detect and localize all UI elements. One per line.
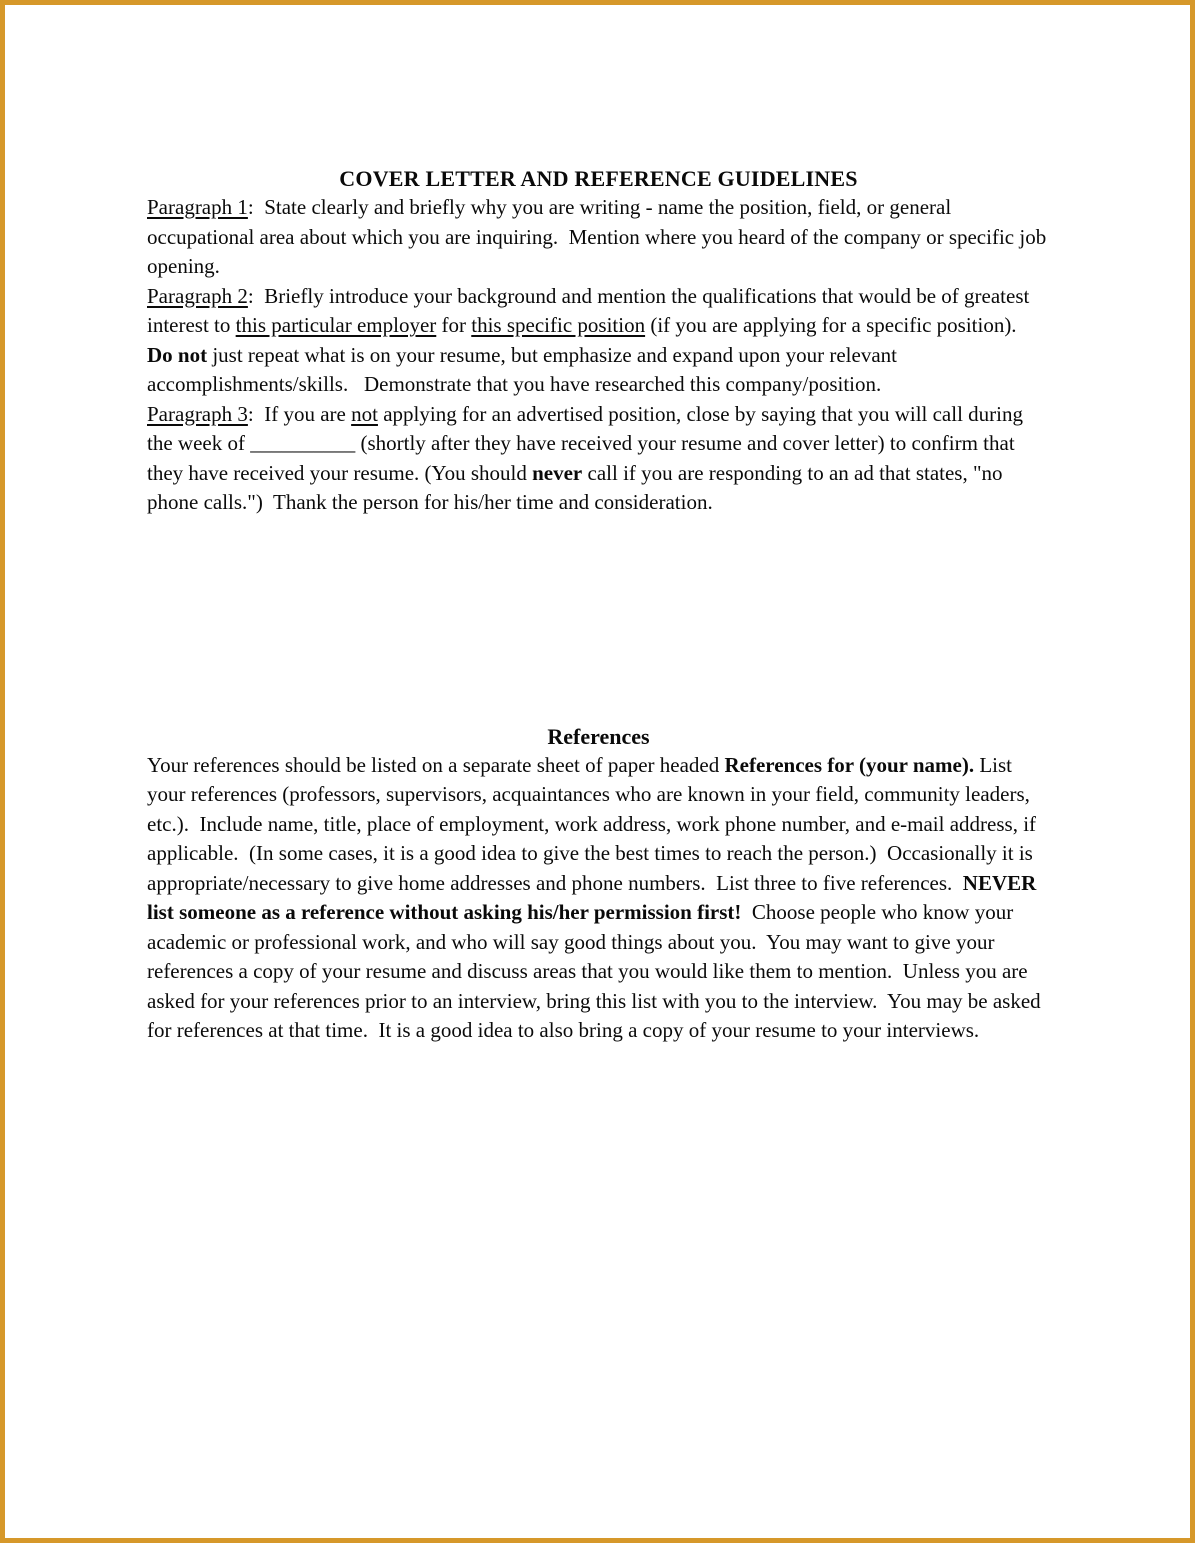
text-segment: : If you are xyxy=(247,401,352,426)
text-segment: Choose people who know your academic or professional work, and who will say good things about you. You may want to give your references a copy of your resume and discuss areas that you would like them to mention. Unless you are asked for your references prior to an interview, bring this list with you to the interview. You may be asked for references at that time. It is a good idea to also bring a copy of your resume to your interviews. xyxy=(147,900,1046,1042)
text-segment: List your references (professors, supervisors, acquaintances who are known in your field, community leaders, etc.). Include name, title, place of employment, work address, work phone number, and e-mail address, if applicable. (In some cases, it is a good idea to give the best times to reach the person.) Occasionally it is appropriate/necessary to give home addresses and phone numbers. List three to five references. xyxy=(147,752,1042,895)
text-segment: for xyxy=(436,313,472,337)
document-title: COVER LETTER AND REFERENCE GUIDELINES xyxy=(339,166,858,191)
text-segment: (if you are applying for a specific position). xyxy=(645,313,1028,337)
paragraph-2 xyxy=(147,282,1050,400)
text-segment: : Briefly introduce your background and mention the qualifications that would be of greatest interest to xyxy=(147,283,1035,337)
paragraph-1 xyxy=(147,193,1050,282)
text-segment: just repeat what is on your resume, but emphasize and expand upon your relevant accomplishments/skills. Demonstrate that you have researched this company/position. xyxy=(147,342,903,396)
text-segment: Paragraph 3 xyxy=(147,401,248,426)
references-heading: References xyxy=(547,723,650,749)
text-segment: Do not xyxy=(147,342,208,367)
document-content xyxy=(5,5,1190,1046)
text-segment: Your references should be listed on a separate sheet of paper headed xyxy=(147,752,725,777)
text-segment: this specific position xyxy=(471,313,646,337)
references-paragraph xyxy=(147,751,1050,1046)
text-segment: call if you are responding to an ad that states, "no phone calls.") Thank the person for his/her time and consideration. xyxy=(147,460,1008,514)
text-segment: : State clearly and briefly why you are writing - name the position, field, or general occupational area about which you are inquiring. Mention where you heard of the company or specific job opening. xyxy=(147,195,1052,278)
paragraph-3 xyxy=(147,400,1050,518)
text-segment: Paragraph 1 xyxy=(147,195,248,219)
text-segment: not xyxy=(351,401,378,426)
text-segment: never xyxy=(532,460,583,485)
text-segment: References for (your name). xyxy=(724,752,975,777)
text-segment: NEVER list someone as a reference without asking his/her permission first! xyxy=(147,870,1042,924)
text-segment: Paragraph 2 xyxy=(147,283,248,308)
text-segment: applying for an advertised position, close by saying that you will call during the week of __________ (shortly after they have received your resume and cover letter) to confirm that they have received your resume. (You should xyxy=(147,401,1029,485)
text-segment: this particular employer xyxy=(235,313,437,337)
